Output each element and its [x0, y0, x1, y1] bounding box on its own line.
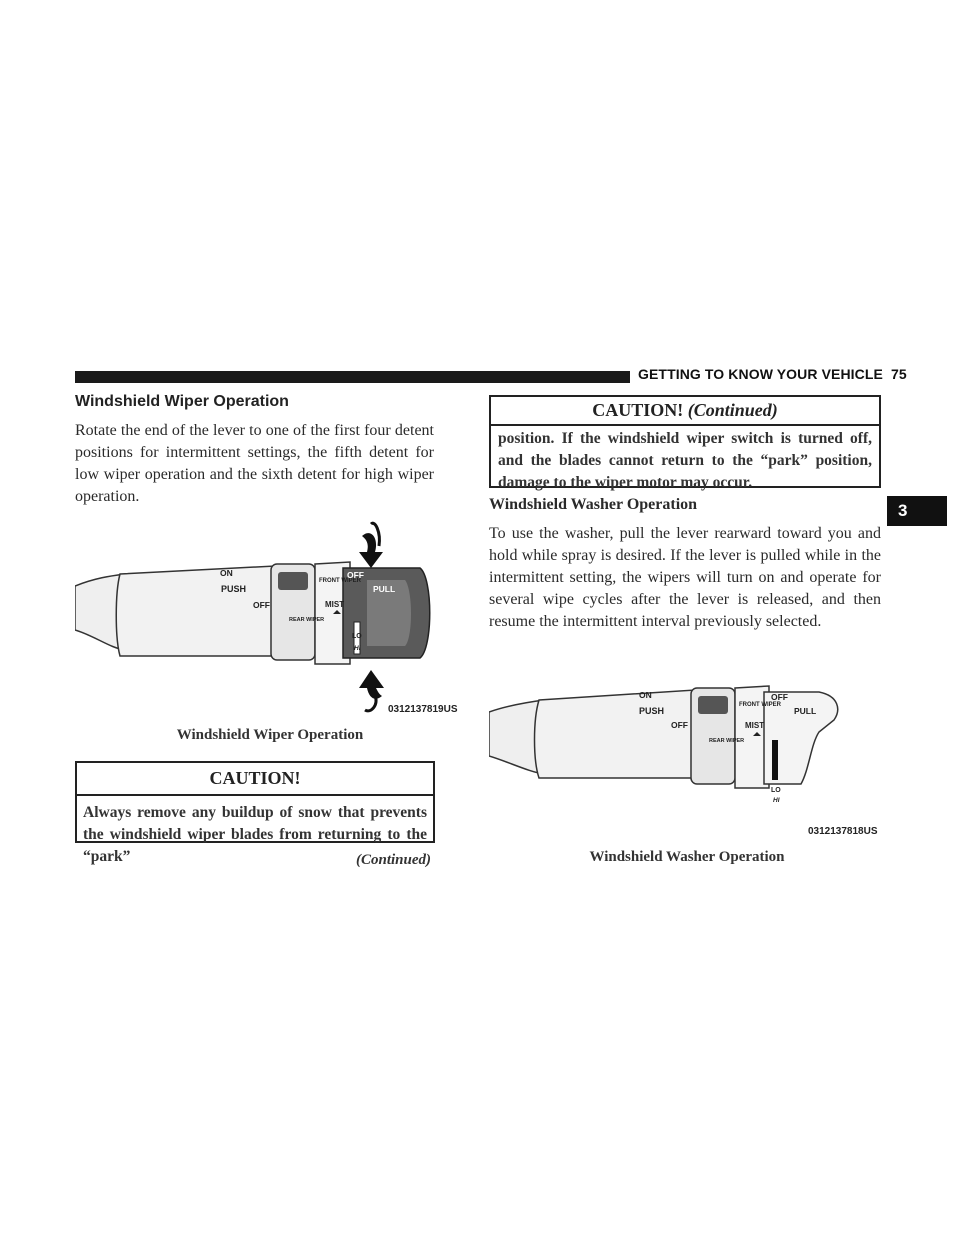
washer-label-mist: MIST	[745, 721, 765, 730]
washer-label-hi: HI	[773, 797, 780, 804]
washer-label-on: ON	[639, 690, 652, 700]
caution-continued-body: position. If the windshield wiper switch is turned off, and the blades cannot return to the “park” position, damage to the wiper motor may occur.	[498, 430, 872, 491]
washer-label-rear-wiper: REAR WIPER	[709, 738, 745, 744]
washer-label-lo: LO	[771, 787, 781, 794]
washer-figure	[489, 650, 885, 830]
washer-paragraph: To use the washer, pull the lever rearward toward you and hold while spray is desired. If the lever is pulled while in the intermittent setting, the wipers will turn on and operate for several wipe cycles after the lever is released, and then resume the intermittent interval previously selected.	[489, 525, 881, 630]
washer-lever-illustration	[489, 650, 885, 830]
washer-label-front-wiper: FRONT WIPER	[739, 702, 781, 708]
label-off-knob: OFF	[347, 570, 364, 580]
section-title: GETTING TO KNOW YOUR VEHICLE	[638, 366, 883, 382]
chapter-tab	[887, 496, 947, 526]
label-pull: PULL	[373, 584, 396, 594]
header-rule	[75, 371, 630, 383]
figure-code: 0312137819US	[388, 704, 458, 715]
label-on: ON	[220, 568, 233, 578]
caution-title-text: CAUTION!	[592, 400, 684, 420]
washer-figure-code: 0312137818US	[808, 826, 878, 837]
continued-note: (Continued)	[356, 852, 432, 868]
wiper-figure	[75, 518, 465, 716]
label-off: OFF	[253, 600, 270, 610]
page-number: 75	[890, 366, 907, 382]
washer-label-off: OFF	[671, 720, 688, 730]
washer-label-off-knob: OFF	[771, 692, 788, 702]
caution-body: Always remove any buildup of snow that prevents the windshield wiper blades from returning to the “park”	[83, 804, 427, 865]
washer-label-pull: PULL	[794, 706, 817, 716]
wiper-lever-illustration	[75, 518, 465, 716]
label-rear-wiper: REAR WIPER	[289, 617, 325, 623]
label-mist: MIST	[325, 600, 345, 609]
caution-title: CAUTION!	[209, 768, 301, 788]
label-front-wiper: FRONT WIPER	[319, 578, 361, 584]
label-lo: LO	[352, 633, 362, 640]
washer-label-push: PUSH	[639, 706, 665, 716]
label-push: PUSH	[221, 584, 247, 594]
running-header	[638, 366, 907, 382]
figure-caption: Windshield Wiper Operation	[176, 727, 364, 743]
washer-figure-caption: Windshield Washer Operation	[589, 849, 785, 865]
chapter-number: 3	[898, 501, 908, 520]
label-hi: HI	[354, 645, 361, 652]
caution-title-suffix: (Continued)	[687, 400, 778, 420]
wiper-paragraph: Rotate the end of the lever to one of the first four detent positions for intermittent settings, the fifth detent for low wiper operation and the sixth detent for high wiper operation.	[75, 422, 434, 505]
caution-continued-title	[491, 400, 879, 421]
section-heading-wiper: Windshield Wiper Operation	[75, 393, 289, 410]
section-heading-washer: Windshield Washer Operation	[489, 496, 698, 513]
caution-continued-box	[489, 395, 881, 491]
